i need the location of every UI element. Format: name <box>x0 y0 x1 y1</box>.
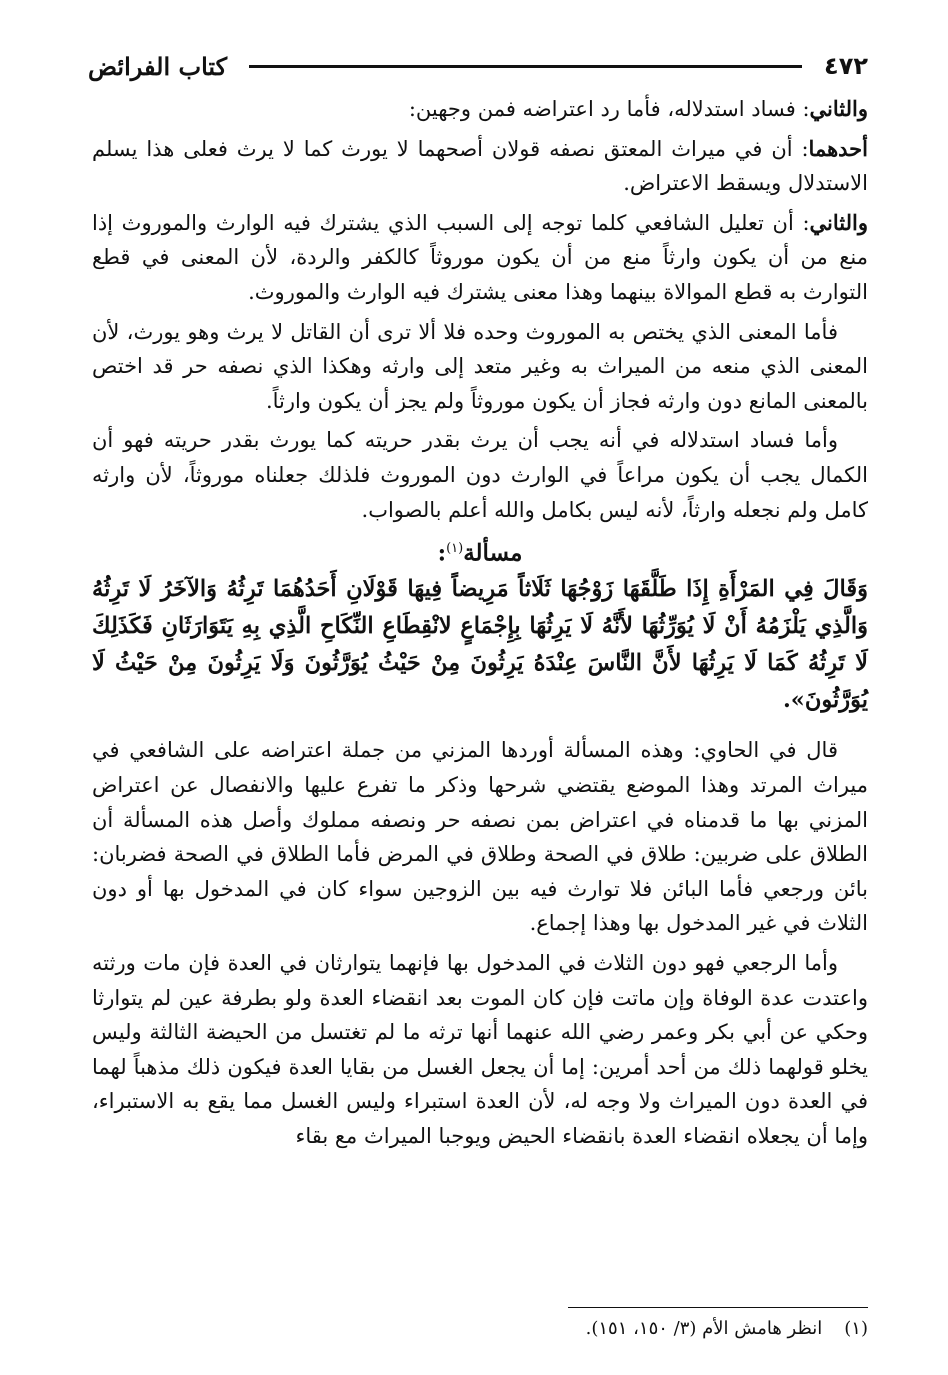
paragraph-lead: والثاني <box>809 96 868 121</box>
footnote <box>92 1316 868 1342</box>
paragraph <box>92 92 868 127</box>
paragraph: قال في الحاوي: وهذه المسألة أوردها المزني من جملة اعتراضه على الشافعي في ميراث المرتد وهذا الموضع يقتضي شرحها وذكر ما تفرع عليها والانفصال عن اعتراض المزني بها ما قدمناه في اعتراض بمن نصفه حر ونصفه مملوك وأصل هذه المسألة أن الطلاق على ضربين: طلاق في الصحة وطلاق في المرض فأما الطلاق في الصحة فضربان: بائن ورجعي فأما البائن فلا توارث فيه بين الزوجين سواء كان في المدخول بها أو دون الثلاث في غير المدخول بها وهذا إجماع. <box>92 738 868 936</box>
paragraph: فأما المعنى الذي يختص به الموروث وحده فلا ألا ترى أن القاتل لا يرث وهو يورث، لأن المعنى الذي منعه من الميراث به وغير متعد إلى وارثه وهكذا الذي نصفه حر قد اختص بالمعنى المانع دون وارثه فجاز أن يكون موروثاً ولم يجز أن يكون وارثاً. <box>92 319 868 413</box>
header-rule <box>249 65 802 68</box>
masala-heading <box>92 532 868 571</box>
paragraph <box>92 206 868 310</box>
book-title: كتاب الفرائض <box>88 51 228 81</box>
paragraph-text: : أن تعليل الشافعي كلما توجه إلى السبب الذي يشترك فيه الوارث والموروث إذا منع من أن يكون وارثاً منع من أن يكون موروثاً كالكفر والردة، لأن المعنى في قطع التوارث به قطع الموالاة بينهما وهذا معنى يشترك فيه الوارث والموروث. <box>92 210 868 304</box>
paragraph-lead: والثاني <box>809 209 868 235</box>
paragraph: وأما الرجعي فهو دون الثلاث في المدخول بها فإنهما يتوارثان في العدة فإن مات ورثته واعتدت عدة الوفاة وإن ماتت فإن كان الموت بعد انقضاء العدة ولو بطرفة عين لم يتوارثا وحكي عن أبي بكر وعمر رضي الله عنهما أنها ترثه ما لم تغتسل من الحيضة الثالثة وليس يخلو قولهما ذلك من أحد أمرين: إما أن يجعل الغسل من بقايا العدة فيكون ذلك مذهباً لهما في العدة دون الميراث ولا وجه له، لأن العدة استبراء وليس الغسل مما يقع به الاستبراء، وإما أن يجعلاه انقضاء العدة بانقضاء الحيض ويوجبا الميراث مع بقاء <box>92 950 868 1148</box>
matn-text: وَقَالَ فِي المَرْأَةِ إِذَا طَلَّقَهَا زَوْجُهَا ثَلَاثاً مَرِيضاً فِيهَا قَوْلَانِ أَحَدُهُمَا تَرِثُهُ وَالآخَرُ لَا تَرِثُهُ وَالَّذِي يَلْزَمُهُ أَنْ لَا يُوَرِّثُهَا لأَنَّهُ لَا يَرِثُهَا بِإِجْمَاعٍ لانْقِطَاعِ النِّكَاحِ الَّذِي بِهِ يَتَوَارَثَانِ فَكَذَلِكَ لَا تَرِثُهُ كَمَا لَا يَرِثُهَا لأَنَّ النَّاسَ عِنْدَهُ يَرِثُونَ مِنْ حَيْثُ يُوَرَّثُونَ وَلَا يَرِثُونَ مِنْ حَيْثُ لَا يُوَرَّثُونَ». <box>92 576 868 714</box>
masala-heading-text: مسألة <box>463 539 523 567</box>
paragraph-lead: أحدهما <box>808 135 868 161</box>
footnote-text: انظر هامش الأم (٣/ ١٥٠، ١٥١). <box>585 1318 823 1339</box>
footnote-number: (١) <box>844 1318 868 1339</box>
footnote-reference: (١) <box>446 541 464 557</box>
main-text <box>92 92 868 1159</box>
paragraph: وأما فساد استدلاله في أنه يجب أن يرث بقدر حريته كما يورث بقدر حريته فهو أن الكمال يجب أن يكون مراعاً في الوارث دون الموروث فلذلك جعلناه موروثاً، لأن وارثه كامل ولم نجعله وارثاً، لأنه ليس بكامل والله أعلم بالصواب. <box>92 428 868 522</box>
paragraph <box>92 132 868 201</box>
page-number: ٤٧٢ <box>824 52 868 80</box>
paragraph-text: : أن في ميراث المعتق نصفه قولان أصحهما لا يورث كما لا يرث فعلى هذا يسلم الاستدلال ويسقط الاعتراض. <box>92 136 868 196</box>
paragraph-text: : فساد استدلاله، فأما رد اعتراضه فمن وجهين: <box>408 97 810 121</box>
page-header <box>88 44 868 88</box>
footnote-rule <box>568 1307 868 1308</box>
masala-heading-colon: : <box>437 539 447 567</box>
